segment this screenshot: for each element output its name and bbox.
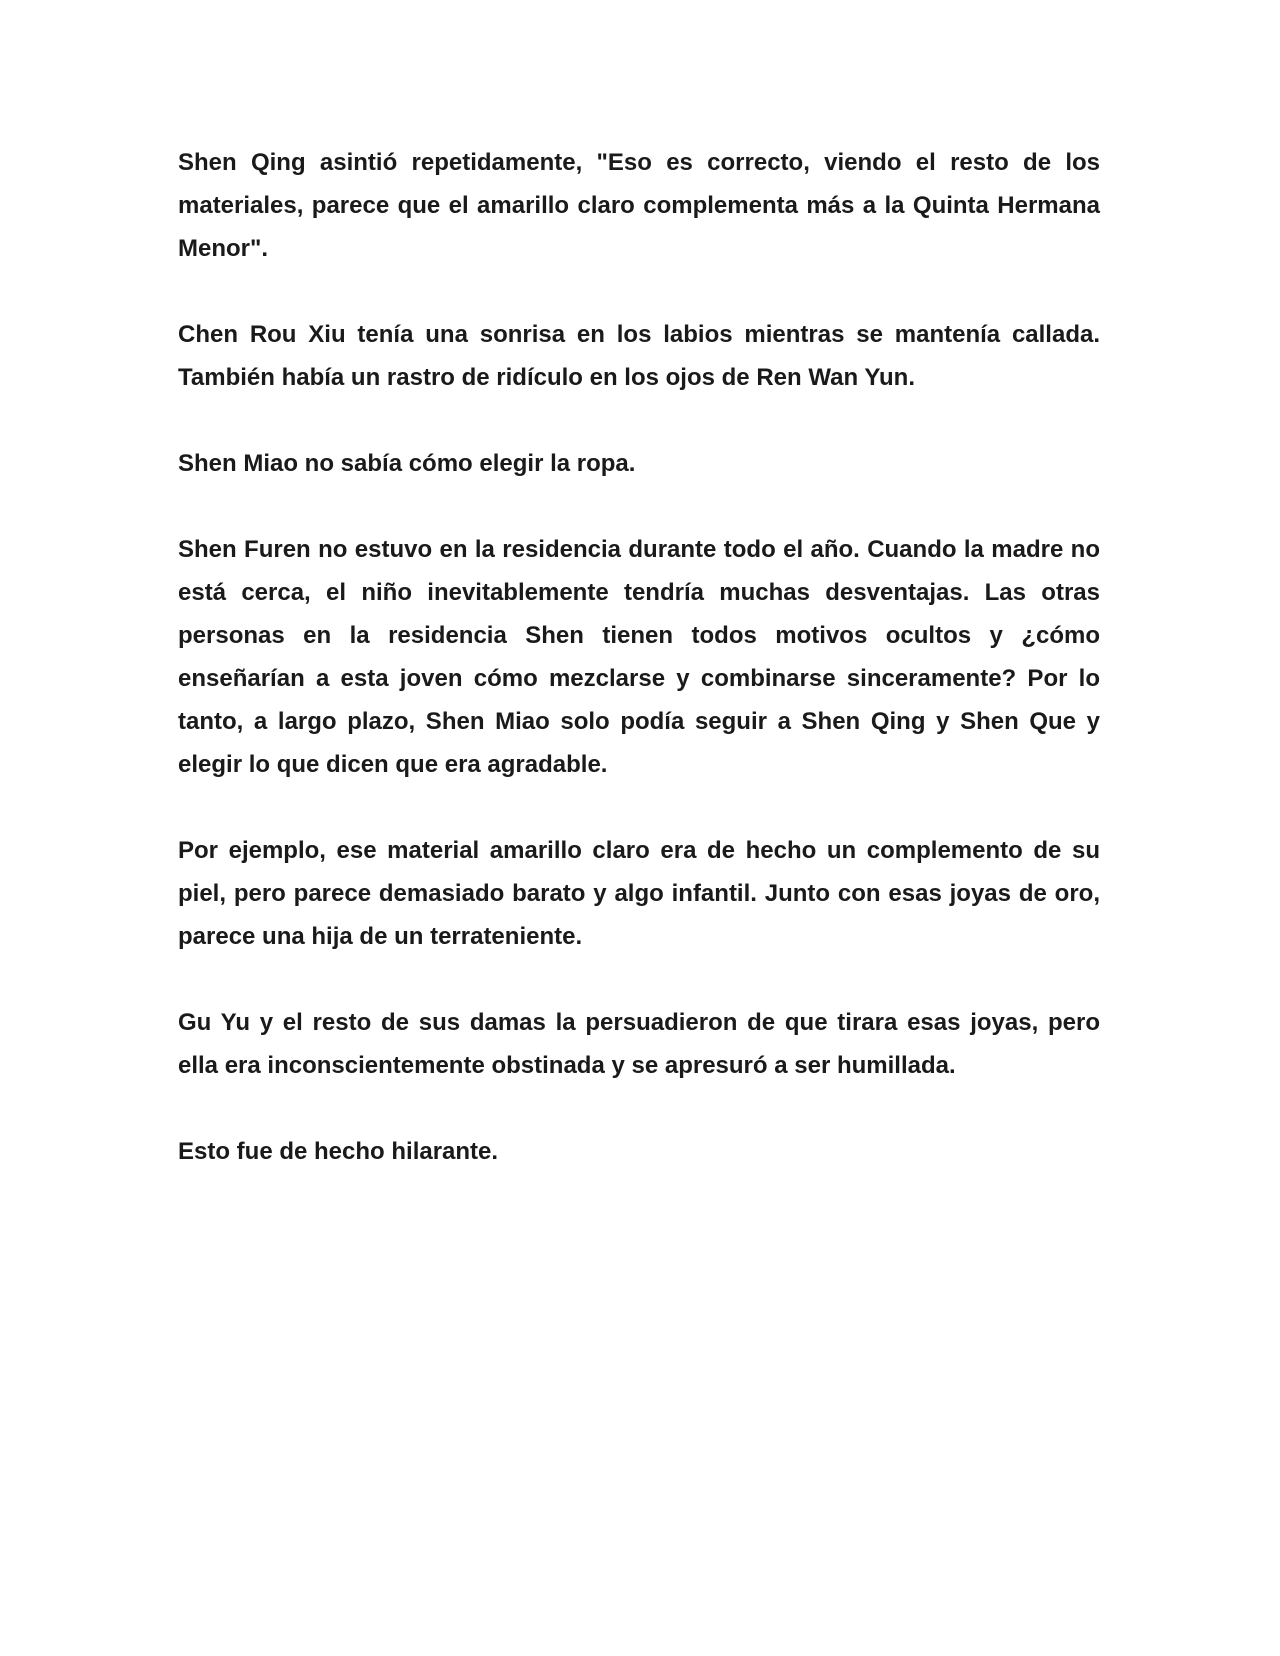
paragraph-3: Shen Miao no sabía cómo elegir la ropa. bbox=[178, 450, 636, 477]
paragraph-4: Shen Furen no estuvo en la residencia durante todo el año. Cuando la madre no está cerca, el niño inevitablemente tendría muchas desventajas. Las otras personas en la residencia Shen tienen todos motivos ocultos y ¿cómo enseñarían a esta joven cómo mezclarse y combinarse sinceramente? Por lo tanto, a largo plazo, Shen Miao solo podía seguir a Shen Qing y Shen Que y elegir lo que dicen que era agradable. bbox=[178, 536, 1100, 778]
paragraph-1: Shen Qing asintió repetidamente, "Eso es correcto, viendo el resto de los materiales, parece que el amarillo claro complementa más a la Quinta Hermana Menor". bbox=[178, 149, 1100, 262]
paragraph-6: Gu Yu y el resto de sus damas la persuadieron de que tirara esas joyas, pero ella era inconscientemente obstinada y se apresuró a ser humillada. bbox=[178, 1009, 1100, 1079]
document-body bbox=[178, 141, 1100, 1173]
paragraph-2: Chen Rou Xiu tenía una sonrisa en los labios mientras se mantenía callada. También había un rastro de ridículo en los ojos de Ren Wan Yun. bbox=[178, 321, 1100, 391]
paragraph-7: Esto fue de hecho hilarante. bbox=[178, 1138, 499, 1165]
paragraph-5: Por ejemplo, ese material amarillo claro era de hecho un complemento de su piel, pero parece demasiado barato y algo infantil. Junto con esas joyas de oro, parece una hija de un terrateniente. bbox=[178, 837, 1100, 950]
